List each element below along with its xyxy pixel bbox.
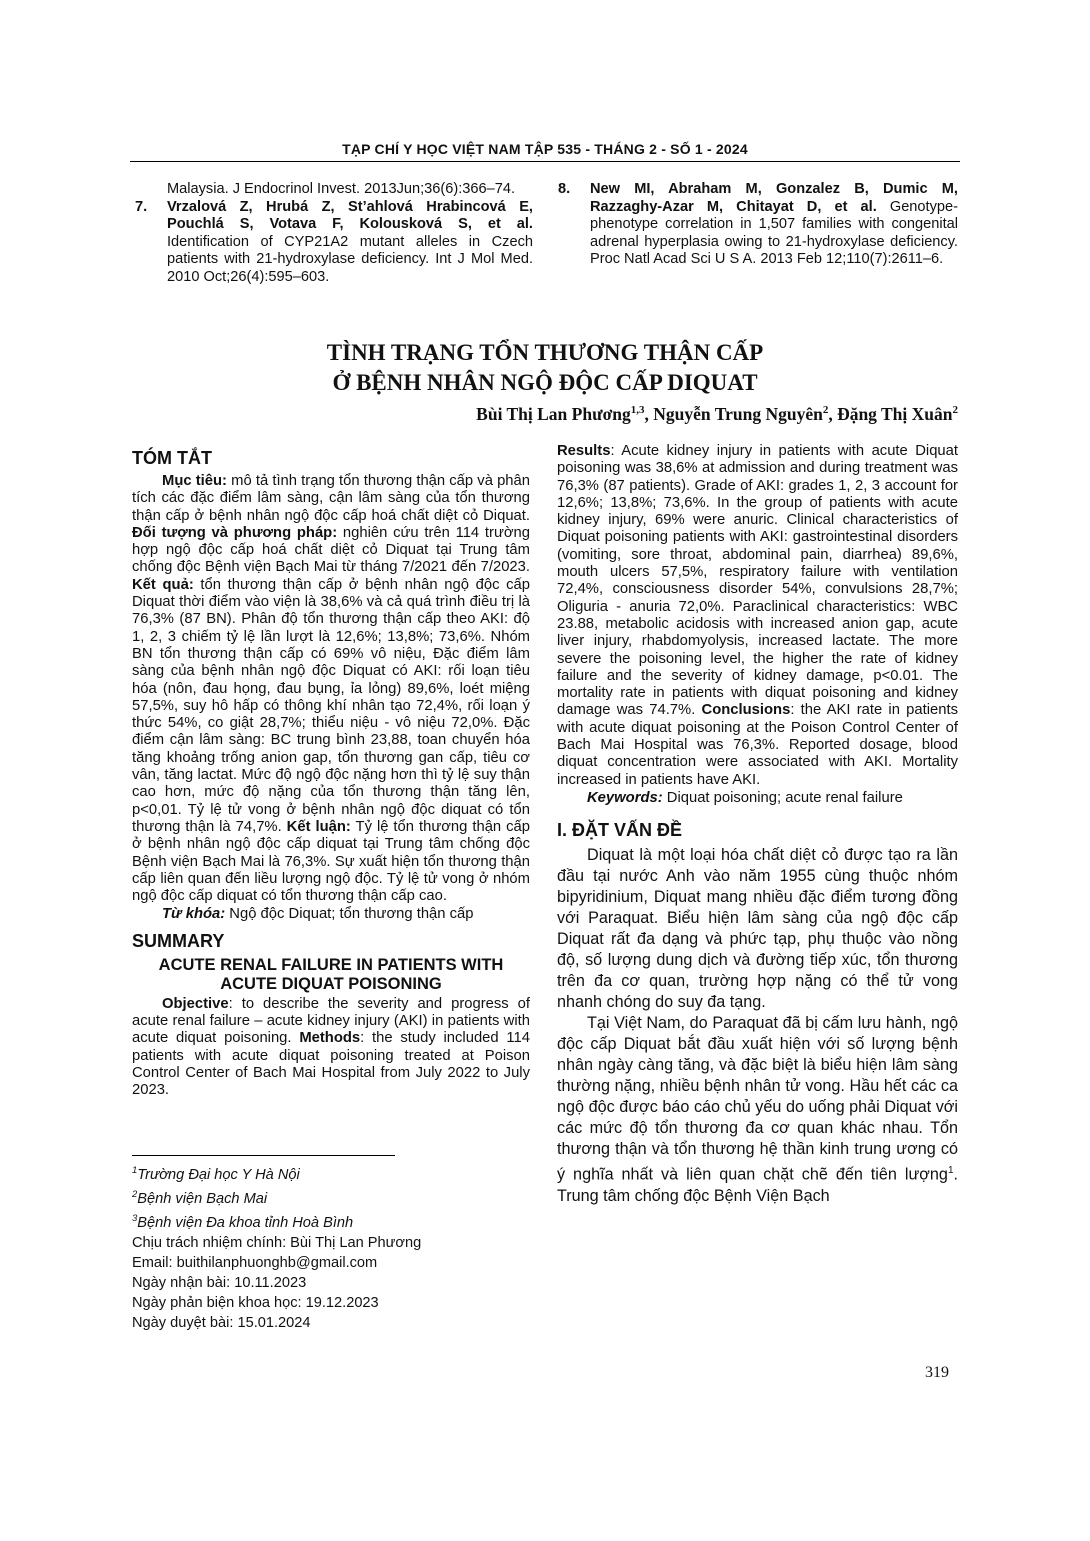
introduction-body — [557, 845, 958, 1206]
keywords-text: Ngộ độc Diquat; tổn thương thận cấp — [225, 906, 474, 923]
abstract-vi-body — [132, 473, 530, 905]
footnote-rule — [132, 1155, 395, 1156]
author-name: Bùi Thị Lan Phương — [476, 404, 631, 424]
keywords-label: Từ khóa: — [162, 906, 226, 923]
summary-title-line-1: ACUTE RENAL FAILURE IN PATIENTS WITH — [158, 955, 504, 974]
author-affiliation: 1,3 — [630, 404, 645, 417]
reference-authors: Vrzalová Z, Hrubá Z, St’ahlová Hrabincová E, Pouchlá S, Votava F, Kolousková S, et al. — [167, 198, 533, 232]
introduction-heading: I. ĐẶT VẤN ĐỀ — [557, 820, 683, 841]
affiliation-3 — [132, 1209, 530, 1233]
responsible-author: Chịu trách nhiệm chính: Bùi Thị Lan Phương — [132, 1234, 422, 1251]
summary-title-line-2: ACUTE DIQUAT POISONING — [220, 974, 442, 993]
author-affiliation: 2 — [952, 404, 958, 417]
keywords-en — [557, 790, 958, 807]
methods-text: nghiên cứu trên 114 trường hợp ngộ độc cấp hoá chất diệt cỏ Diquat tại Trung tâm chống độc Bệnh viện Bạch Mai từ tháng 7/2021 đến 7/2023. — [132, 524, 531, 576]
results-label: Kết quả: — [132, 576, 194, 593]
affiliation-marker: 1 — [132, 1165, 138, 1176]
author-name: Đặng Thị Xuân — [837, 404, 953, 424]
methods-label: Đối tượng và phương pháp: — [132, 524, 338, 541]
left-column — [132, 447, 530, 1100]
objective-text: mô tả tình trạng tổn thương thận cấp và phân tích các đặc điểm lâm sàng, cận lâm sàng của tổn thương thận cấp ở bệnh nhân ngộ độc cấp hoá chất diệt cỏ Diquat. — [132, 473, 530, 524]
reference-authors: New MI, Abraham M, Gonzalez B, Dumic M, Razzaghy-Azar M, Chitayat D, et al. — [590, 181, 958, 215]
affiliation-1 — [132, 1161, 530, 1185]
affiliation-marker: 2 — [132, 1188, 138, 1200]
references-right — [558, 181, 958, 269]
date-received: Ngày nhận bài: 10.11.2023 — [132, 1274, 307, 1291]
citation-marker: 1 — [947, 1165, 954, 1177]
conclusion-text: : the AKI rate in patients with acute diquat poisoning at the Poison Control Center of Bach Mai Hospital was 76,3%. Reported dosage, blood diquat concentration were associated with AKI. Mortality increased in patients have AKI. — [557, 702, 959, 788]
summary-title — [132, 956, 530, 994]
article-title — [130, 338, 960, 398]
results-text: : Acute kidney injury in patients with acute Diquat poisoning was 38,6% at admission and during treatment was 76,3% (87 patients). Grade of AKI: grades 1, 2, 3 account for 12,6%; 13,8%; 73,6%. In the group of patients with acute kidney injury, 69% were anuric. Clinical characteristics of Diquat poisoning patients with AKI: gastrointestinal disorders (vomiting, sore throat, abdominal pain, diarrhea) 89,6%, mouth ulcers 57,5%, respiratory failure with ventilation 72,4%, consciousness disorder 54%, convulsions 28,7%; Oliguria - anuria 72,0%. Paraclinical characteristics: WBC 23.88, metabolic acidosis with increased anion gap, acute liver injury, rhabdomyolysis, increased lactate. The more severe the poisoning level, the higher the rate of kidney failure and the severity of kidney damage, p<0.01. The mortality rate in patients with diquat poisoning and kidney damage was 74.7%. — [557, 443, 958, 719]
abstract-vi-heading: TÓM TẮT — [132, 448, 212, 468]
objective-label: Objective — [162, 995, 229, 1012]
objective-text: : to describe the severity and progress of acute renal failure – acute kidney injury (AKI) in patients with acute diquat poisoning. — [132, 995, 530, 1047]
keywords-text: Diquat poisoning; acute renal failure — [662, 789, 903, 806]
date-reviewed: Ngày phản biện khoa học: 19.12.2023 — [132, 1294, 379, 1311]
affiliation-text: Bệnh viện Bạch Mai — [137, 1190, 268, 1207]
methods-text: : the study included 114 patients with acute diquat poisoning treated at Poison Control Center of Bach Mai Hospital from July 2022 to July 2023. — [132, 1030, 531, 1099]
keywords-label: Keywords: — [587, 789, 663, 806]
conclusion-text: Tỷ lệ tổn thương thận cấp ở bệnh nhân ngộ độc cấp diquat tại Trung tâm chống độc Bệnh viện Bạch Mai là 76,3%. Sự xuất hiện tổn thương thận cấp liên quan đến liều lượng ngộ độc. Tỷ lệ tử vong ở nhóm ngộ độc cấp diquat có tổn thương thận cấp cao. — [132, 818, 530, 905]
introduction-paragraph-2 — [557, 1013, 958, 1206]
reference-number: 7. — [135, 198, 148, 215]
results-text: tổn thương thận cấp ở bệnh nhân ngộ độc cấp Diquat thời điểm vào viện là 38,6% và cả quá trình điều trị là 76,3% (87 BN). Phân độ tổn thương thận cấp theo AKI: độ 1, 2, 3 chiếm tỷ lệ lần lượt là 12,6%; 13,8%; 73,6%. Nhóm BN tổn thương thận cấp có 69% vô niệu, Đặc điểm lâm sàng của bệnh nhân ngộ độc Diquat có AKI: rối loạn tiêu hóa (nôn, đau họng, đau bụng, ỉa lỏng) 89,6%, loét miệng 57,5%, suy hô hấp có thông khí nhân tạo 72,4%, rối loạn ý thức 54%, co giật 28,7%; thiểu niệu - vô niệu 72,0%. Đặc điểm cận lâm sàng: BC trung bình 23,88, toan chuyển hóa tăng khoảng trống anion gap, tổn thương gan cấp, tiêu cơ vân, tăng lactat. Mức độ ngộ độc nặng hơn thì tỷ lệ suy thận cao hơn, mức độ nặng của tổn thương thận tăng lên, p<0,01. Tỷ lệ tử vong ở bệnh nhân ngộ độc diquat có tổn thương thận là 74,7%. — [132, 576, 530, 835]
paragraph-text: Tại Việt Nam, do Paraquat đã bị cấm lưu hành, ngộ độc cấp Diquat bắt đầu xuất hiện với số lượng bệnh nhân ngày càng tăng, và đặc biệt là biểu hiện lâm sàng thường nặng, nhiều bệnh nhân tử vong. Hầu hết các ca ngộ độc được báo cáo chủ yếu do uống phải Diquat với các mức độ tổn thương đa cơ quan khác nhau. Tổn thương thận và tổn thương hệ thần kinh trung ương có ý nghĩa nhất và liên quan chặt chẽ đến tiên lượng — [557, 1014, 958, 1184]
date-accepted: Ngày duyệt bài: 15.01.2024 — [132, 1314, 311, 1331]
reference-text: Genotype-phenotype correlation in 1,507 families with congenital adrenal hyperplasia owing to 21-hydroxylase deficiency. Proc Natl Acad Sci U S A. 2013 Feb 12;110(7):2611–6. — [590, 198, 958, 267]
conclusion-label: Kết luận: — [286, 818, 351, 835]
header-rule — [130, 161, 960, 162]
results-label: Results — [557, 443, 611, 459]
author-affiliation: 2 — [822, 404, 829, 417]
author-line — [476, 404, 958, 425]
title-line-2: Ở BỆNH NHÂN NGỘ ĐỘC CẤP DIQUAT — [332, 370, 758, 395]
keywords-vi — [132, 906, 530, 923]
references-left — [135, 181, 533, 286]
footnotes — [132, 1161, 530, 1333]
abstract-en-body-continued — [557, 443, 958, 789]
affiliation-text: Trường Đại học Y Hà Nội — [137, 1166, 300, 1183]
paragraph-text-tail: . Trung tâm chống độc Bệnh Viện Bạch — [557, 1165, 958, 1205]
abstract-en-body-start — [132, 996, 530, 1100]
affiliation-text: Bệnh viện Đa khoa tỉnh Hoà Bình — [137, 1214, 354, 1231]
methods-label: Methods — [299, 1030, 361, 1047]
author-separator: , — [644, 404, 654, 424]
affiliation-marker: 3 — [132, 1212, 138, 1224]
author-separator: , — [828, 404, 838, 424]
title-line-1: TÌNH TRẠNG TỔN THƯƠNG THẬN CẤP — [326, 340, 764, 365]
reference-text: Identification of CYP21A2 mutant alleles in Czech patients with 21-hydroxylase deficiency. Int J Mol Med. 2010 Oct;26(4):595–603. — [167, 233, 533, 285]
conclusion-label: Conclusions — [701, 702, 791, 719]
reference-7 — [135, 199, 533, 287]
right-column — [557, 443, 958, 1207]
reference-number: 8. — [558, 181, 571, 197]
author-name: Nguyễn Trung Nguyên — [653, 404, 823, 424]
affiliation-2 — [132, 1185, 530, 1209]
reference-8 — [558, 181, 958, 269]
objective-label: Mục tiêu: — [162, 473, 227, 489]
introduction-paragraph-1: Diquat là một loại hóa chất diệt cỏ được tạo ra lần đầu tại nước Anh vào năm 1955 cùng thuộc nhóm bipyridinium, Diquat mang nhiều đặc điểm tương đồng với Paraquat. Biểu hiện lâm sàng của ngộ độc cấp Diquat rất đa dạng và phức tạp, phụ thuộc vào nồng độ, số lượng dung dịch và đường tiếp xúc, tổn thương trên đa cơ quan, trường hợp nặng có thể tử vong nhanh chóng do suy đa tạng. — [557, 846, 958, 1012]
contact-email: Email: buithilanphuonghb@gmail.com — [132, 1254, 378, 1271]
summary-heading: SUMMARY — [132, 930, 225, 951]
reference-6-continuation: Malaysia. J Endocrinol Invest. 2013Jun;36(6):366–74. — [167, 181, 516, 197]
page-number: 319 — [925, 1364, 949, 1381]
running-header: TẠP CHÍ Y HỌC VIỆT NAM TẬP 535 - THÁNG 2 - SỐ 1 - 2024 — [342, 141, 748, 157]
